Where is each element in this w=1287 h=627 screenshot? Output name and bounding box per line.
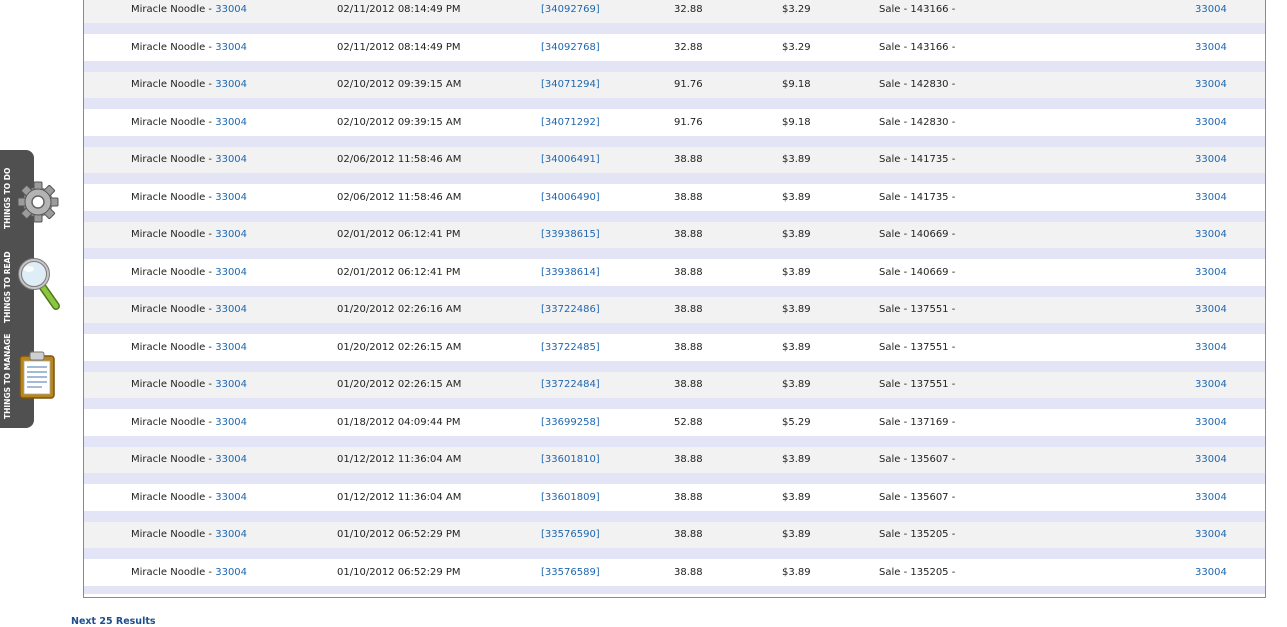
gear-icon[interactable] bbox=[16, 180, 60, 224]
commission-cell: $3.89 bbox=[782, 341, 811, 353]
table-row bbox=[84, 185, 1265, 211]
date-cell: 01/20/2012 02:26:16 AM bbox=[337, 304, 462, 315]
affiliate-id-link[interactable]: 33004 bbox=[1195, 266, 1227, 278]
row-separator bbox=[84, 98, 1265, 109]
product-separator: - bbox=[205, 79, 216, 90]
transaction-type-cell: Sale - 135607 - bbox=[879, 454, 956, 465]
date-cell: 01/20/2012 02:26:15 AM bbox=[337, 341, 462, 353]
date-cell: 01/20/2012 02:26:15 AM bbox=[337, 379, 462, 390]
sale-amount-cell: 38.88 bbox=[674, 154, 703, 165]
sale-amount-cell: 52.88 bbox=[674, 416, 703, 428]
table-row bbox=[84, 260, 1265, 286]
table-row bbox=[84, 0, 1265, 23]
transaction-type-cell: Sale - 143166 - bbox=[879, 41, 956, 53]
product-separator: - bbox=[205, 529, 216, 540]
product-separator: - bbox=[205, 341, 216, 353]
product-separator: - bbox=[205, 154, 216, 165]
product-name: Miracle Noodle bbox=[131, 79, 206, 90]
sale-amount-cell: 38.88 bbox=[674, 379, 703, 390]
transaction-type-cell: Sale - 137551 - bbox=[879, 304, 956, 315]
product-cell bbox=[131, 560, 247, 586]
product-separator: - bbox=[205, 491, 216, 503]
row-separator bbox=[84, 23, 1265, 34]
date-cell: 02/01/2012 06:12:41 PM bbox=[337, 266, 461, 278]
table-row bbox=[84, 447, 1265, 473]
product-separator: - bbox=[205, 41, 216, 53]
product-id-link[interactable]: 33004 bbox=[215, 116, 248, 128]
date-cell: 01/18/2012 04:09:44 PM bbox=[337, 416, 461, 428]
product-separator: - bbox=[205, 379, 216, 390]
commission-cell: $9.18 bbox=[782, 79, 811, 90]
sale-amount-cell: 38.88 bbox=[674, 566, 703, 578]
commission-cell: $3.29 bbox=[782, 4, 811, 15]
table-row bbox=[84, 372, 1265, 398]
product-name: Miracle Noodle bbox=[131, 229, 206, 240]
product-name: Miracle Noodle bbox=[131, 341, 206, 353]
date-cell: 02/10/2012 09:39:15 AM bbox=[337, 116, 462, 128]
order-id-link[interactable]: [34092768] bbox=[541, 41, 600, 53]
sale-amount-cell: 38.88 bbox=[674, 529, 703, 540]
product-name: Miracle Noodle bbox=[131, 266, 206, 278]
order-id-link[interactable]: [34071292] bbox=[541, 116, 600, 128]
product-separator: - bbox=[205, 229, 216, 240]
table-row bbox=[84, 297, 1265, 323]
sale-amount-cell: 38.88 bbox=[674, 191, 703, 203]
transaction-type-cell: Sale - 137551 - bbox=[879, 379, 956, 390]
product-cell bbox=[131, 185, 247, 211]
row-separator bbox=[84, 136, 1265, 147]
product-separator: - bbox=[205, 4, 216, 15]
product-name: Miracle Noodle bbox=[131, 191, 206, 203]
row-separator bbox=[84, 248, 1265, 259]
row-separator bbox=[84, 361, 1265, 372]
product-id-link[interactable]: 33004 bbox=[215, 379, 248, 390]
product-id-link[interactable]: 33004 bbox=[215, 491, 248, 503]
table-row bbox=[84, 222, 1265, 248]
affiliate-id-link[interactable]: 33004 bbox=[1195, 191, 1227, 203]
date-cell: 01/12/2012 11:36:04 AM bbox=[337, 491, 462, 503]
table-row bbox=[84, 485, 1265, 511]
product-name: Miracle Noodle bbox=[131, 454, 206, 465]
row-separator bbox=[84, 511, 1265, 522]
affiliate-id-link[interactable]: 33004 bbox=[1195, 154, 1227, 165]
product-cell bbox=[131, 447, 247, 473]
commission-cell: $5.29 bbox=[782, 416, 811, 428]
product-cell bbox=[131, 222, 247, 248]
order-id-link[interactable]: [33576589] bbox=[541, 566, 600, 578]
product-id-link[interactable]: 33004 bbox=[215, 191, 248, 203]
order-id-link[interactable]: [33722484] bbox=[541, 379, 600, 390]
row-separator bbox=[84, 61, 1265, 72]
table-row bbox=[84, 35, 1265, 61]
table-row bbox=[84, 560, 1265, 586]
transaction-type-cell: Sale - 140669 - bbox=[879, 229, 956, 240]
order-id-link[interactable]: [34006490] bbox=[541, 191, 600, 203]
commission-cell: $3.89 bbox=[782, 266, 811, 278]
sale-amount-cell: 38.88 bbox=[674, 454, 703, 465]
affiliate-id-link[interactable]: 33004 bbox=[1195, 41, 1227, 53]
transaction-type-cell: Sale - 142830 - bbox=[879, 116, 956, 128]
order-id-link[interactable]: [34006491] bbox=[541, 154, 600, 165]
affiliate-id-link[interactable]: 33004 bbox=[1195, 454, 1227, 465]
product-name: Miracle Noodle bbox=[131, 416, 206, 428]
product-cell bbox=[131, 297, 247, 323]
sale-amount-cell: 91.76 bbox=[674, 116, 703, 128]
transaction-type-cell: Sale - 142830 - bbox=[879, 79, 956, 90]
order-id-link[interactable]: [33699258] bbox=[541, 416, 600, 428]
product-separator: - bbox=[205, 454, 216, 465]
date-cell: 01/10/2012 06:52:29 PM bbox=[337, 529, 461, 540]
product-name: Miracle Noodle bbox=[131, 566, 206, 578]
product-name: Miracle Noodle bbox=[131, 379, 206, 390]
order-id-link[interactable]: [33601810] bbox=[541, 454, 600, 465]
transaction-type-cell: Sale - 137551 - bbox=[879, 341, 956, 353]
commission-cell: $3.89 bbox=[782, 566, 811, 578]
transaction-type-cell: Sale - 137169 - bbox=[879, 416, 956, 428]
next-results-link[interactable]: Next 25 Results bbox=[71, 616, 156, 627]
sale-amount-cell: 38.88 bbox=[674, 491, 703, 503]
product-separator: - bbox=[205, 566, 216, 578]
affiliate-id-link[interactable]: 33004 bbox=[1195, 491, 1227, 503]
affiliate-id-link[interactable]: 33004 bbox=[1195, 116, 1227, 128]
sale-amount-cell: 38.88 bbox=[674, 229, 703, 240]
product-id-link[interactable]: 33004 bbox=[215, 266, 248, 278]
affiliate-id-link[interactable]: 33004 bbox=[1195, 379, 1227, 390]
product-cell bbox=[131, 485, 247, 511]
product-separator: - bbox=[205, 191, 216, 203]
transaction-type-cell: Sale - 141735 - bbox=[879, 191, 956, 203]
date-cell: 02/11/2012 08:14:49 PM bbox=[337, 41, 461, 53]
product-id-link[interactable]: 33004 bbox=[215, 4, 248, 15]
product-id-link[interactable]: 33004 bbox=[215, 229, 248, 240]
affiliate-id-link[interactable]: 33004 bbox=[1195, 4, 1227, 15]
date-cell: 01/10/2012 06:52:29 PM bbox=[337, 566, 461, 578]
affiliate-id-link[interactable]: 33004 bbox=[1195, 529, 1227, 540]
row-separator bbox=[84, 398, 1265, 409]
row-separator bbox=[84, 211, 1265, 222]
product-id-link[interactable]: 33004 bbox=[215, 416, 248, 428]
commission-cell: $3.89 bbox=[782, 304, 811, 315]
affiliate-id-link[interactable]: 33004 bbox=[1195, 566, 1227, 578]
date-cell: 01/12/2012 11:36:04 AM bbox=[337, 454, 462, 465]
affiliate-id-link[interactable]: 33004 bbox=[1195, 341, 1227, 353]
product-cell bbox=[131, 372, 247, 398]
table-row bbox=[84, 72, 1265, 98]
transaction-type-cell: Sale - 143166 - bbox=[879, 4, 956, 15]
tab-things-to-read[interactable]: THINGS TO READ bbox=[3, 251, 12, 324]
commission-cell: $3.89 bbox=[782, 491, 811, 503]
transaction-type-cell: Sale - 140669 - bbox=[879, 266, 956, 278]
product-name: Miracle Noodle bbox=[131, 491, 206, 503]
commission-cell: $3.89 bbox=[782, 454, 811, 465]
product-separator: - bbox=[205, 304, 216, 315]
product-id-link[interactable]: 33004 bbox=[215, 79, 248, 90]
product-cell bbox=[131, 260, 247, 286]
product-name: Miracle Noodle bbox=[131, 4, 206, 15]
transaction-type-cell: Sale - 135205 - bbox=[879, 566, 956, 578]
commission-cell: $9.18 bbox=[782, 116, 811, 128]
row-separator bbox=[84, 436, 1265, 447]
commission-cell: $3.89 bbox=[782, 154, 811, 165]
row-separator bbox=[84, 173, 1265, 184]
product-name: Miracle Noodle bbox=[131, 304, 206, 315]
affiliate-id-link[interactable]: 33004 bbox=[1195, 416, 1227, 428]
product-cell bbox=[131, 335, 247, 361]
table-row bbox=[84, 410, 1265, 436]
table-row bbox=[84, 522, 1265, 548]
product-cell bbox=[131, 110, 247, 136]
product-cell bbox=[131, 410, 247, 436]
order-id-link[interactable]: [33938615] bbox=[541, 229, 600, 240]
table-row bbox=[84, 147, 1265, 173]
date-cell: 02/01/2012 06:12:41 PM bbox=[337, 229, 461, 240]
sale-amount-cell: 38.88 bbox=[674, 341, 703, 353]
order-id-link[interactable]: [33938614] bbox=[541, 266, 600, 278]
row-separator bbox=[84, 586, 1265, 594]
sale-amount-cell: 38.88 bbox=[674, 266, 703, 278]
product-cell bbox=[131, 72, 247, 98]
table-row bbox=[84, 110, 1265, 136]
product-id-link[interactable]: 33004 bbox=[215, 454, 248, 465]
affiliate-id-link[interactable]: 33004 bbox=[1195, 79, 1227, 90]
order-id-link[interactable]: [33576590] bbox=[541, 529, 600, 540]
product-id-link[interactable]: 33004 bbox=[215, 41, 248, 53]
product-cell bbox=[131, 35, 247, 61]
sale-amount-cell: 91.76 bbox=[674, 79, 703, 90]
transaction-type-cell: Sale - 135205 - bbox=[879, 529, 956, 540]
row-separator bbox=[84, 473, 1265, 484]
product-id-link[interactable]: 33004 bbox=[215, 529, 248, 540]
product-id-link[interactable]: 33004 bbox=[215, 341, 248, 353]
product-cell bbox=[131, 147, 247, 173]
date-cell: 02/10/2012 09:39:15 AM bbox=[337, 79, 462, 90]
order-id-link[interactable]: [34071294] bbox=[541, 79, 600, 90]
row-separator bbox=[84, 323, 1265, 334]
order-id-link[interactable]: [33601809] bbox=[541, 491, 600, 503]
order-id-link[interactable]: [33722486] bbox=[541, 304, 600, 315]
affiliate-id-link[interactable]: 33004 bbox=[1195, 304, 1227, 315]
product-separator: - bbox=[205, 266, 216, 278]
commission-cell: $3.89 bbox=[782, 191, 811, 203]
commission-cell: $3.89 bbox=[782, 379, 811, 390]
sale-amount-cell: 38.88 bbox=[674, 304, 703, 315]
row-separator bbox=[84, 286, 1265, 297]
tab-things-to-manage[interactable]: THINGS TO MANAGE bbox=[3, 333, 12, 419]
product-separator: - bbox=[205, 116, 216, 128]
product-separator: - bbox=[205, 416, 216, 428]
commission-cell: $3.89 bbox=[782, 229, 811, 240]
transaction-type-cell: Sale - 141735 - bbox=[879, 154, 956, 165]
product-id-link[interactable]: 33004 bbox=[215, 304, 248, 315]
commission-cell: $3.29 bbox=[782, 41, 811, 53]
product-name: Miracle Noodle bbox=[131, 116, 206, 128]
clipboard-icon[interactable] bbox=[16, 350, 60, 402]
sale-amount-cell: 32.88 bbox=[674, 41, 703, 53]
sale-amount-cell: 32.88 bbox=[674, 4, 703, 15]
product-cell bbox=[131, 522, 247, 548]
row-separator bbox=[84, 548, 1265, 559]
product-name: Miracle Noodle bbox=[131, 154, 206, 165]
order-id-link[interactable]: [33722485] bbox=[541, 341, 600, 353]
affiliate-id-link[interactable]: 33004 bbox=[1195, 229, 1227, 240]
date-cell: 02/11/2012 08:14:49 PM bbox=[337, 4, 461, 15]
order-id-link[interactable]: [34092769] bbox=[541, 4, 600, 15]
date-cell: 02/06/2012 11:58:46 AM bbox=[337, 191, 462, 203]
tab-things-to-do[interactable]: THINGS TO DO bbox=[3, 167, 12, 229]
product-id-link[interactable]: 33004 bbox=[215, 566, 248, 578]
table-row bbox=[84, 335, 1265, 361]
product-cell bbox=[131, 0, 247, 23]
product-id-link[interactable]: 33004 bbox=[215, 154, 248, 165]
commission-cell: $3.89 bbox=[782, 529, 811, 540]
transaction-type-cell: Sale - 135607 - bbox=[879, 491, 956, 503]
magnifier-icon[interactable] bbox=[14, 256, 70, 312]
product-name: Miracle Noodle bbox=[131, 529, 206, 540]
commission-results-table bbox=[83, 0, 1266, 598]
product-name: Miracle Noodle bbox=[131, 41, 206, 53]
date-cell: 02/06/2012 11:58:46 AM bbox=[337, 154, 462, 165]
